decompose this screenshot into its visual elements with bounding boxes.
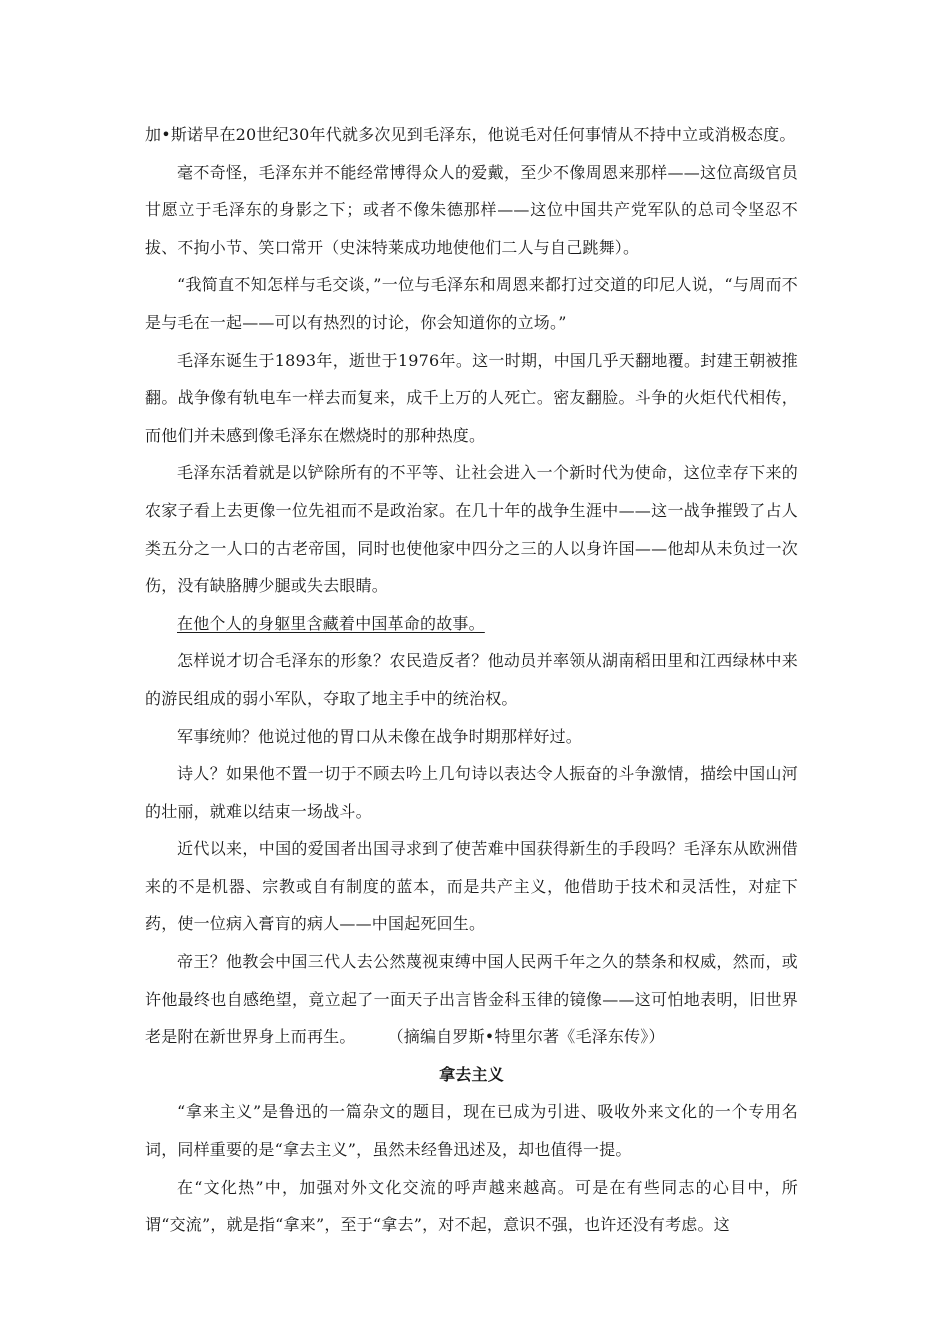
paragraph: 毛泽东诞生于1893年，逝世于1976年。这一时期，中国几乎天翻地覆。封建王朝被推翻。战争像有轨电车一样去而复来，成千上万的人死亡。密友翻脸。斗争的火炬代代相传，而他们并未感到像毛泽东在燃烧时的那种热度。 [145,350,798,445]
paragraph-text: 帝王？他教会中国三代人去公然蔑视束缚中国人民两千年之久的禁条和权威，然而，或许他最终也自感绝望，竟立起了一面天子出言皆金科玉律的镜像——这可怕地表明，旧世界老是附在新世界身上而再生。 [145,952,798,1047]
section-title: 拿去主义 [439,1064,504,1084]
document-body [145,116,798,1244]
underlined-sentence: 在他个人的身躯里含藏着中国革命的故事。 [177,613,485,633]
paragraph: 毫不奇怪，毛泽东并不能经常博得众人的爱戴，至少不像周恩来那样——这位高级官员甘愿立于毛泽东的身影之下；或者不像朱德那样——这位中国共产党军队的总司令坚忍不拔、不拘小节、笑口常开（史沫特莱成功地使他们二人与自己跳舞）。 [145,162,798,257]
paragraph: “拿来主义”是鲁迅的一篇杂文的题目，现在已成为引进、吸收外来文化的一个专用名词，同样重要的是“拿去主义”，虽然未经鲁迅述及，却也值得一提。 [145,1102,798,1160]
paragraph: 诗人？如果他不置一切于不顾去吟上几句诗以表达令人振奋的斗争激情，描绘中国山河的壮丽，就难以结束一场战斗。 [145,764,798,821]
source-citation: （摘编自罗斯•特里尔著《毛泽东传》） [395,1027,665,1047]
paragraph: 近代以来，中国的爱国者出国寻求到了使苦难中国获得新生的手段吗？毛泽东从欧洲借来的不是机器、宗教或自有制度的蓝本，而是共产主义，他借助于技术和灵活性，对症下药，使一位病入膏肓的病人——中国起死回生。 [145,839,798,934]
paragraph: 毛泽东活着就是以铲除所有的不平等、让社会进入一个新时代为使命，这位幸存下来的农家子看上去更像一位先祖而不是政治家。在几十年的战争生涯中——这一战争摧毁了占人类五分之一人口的古老帝国，同时也使他家中四分之三的人以身许国——他却从未负过一次伤，没有缺胳膊少腿或失去眼睛。 [145,463,798,596]
paragraph: “我简直不知怎样与毛交谈，”一位与毛泽东和周恩来都打过交道的印尼人说，“与周而不是与毛在一起——可以有热烈的讨论，你会知道你的立场。” [145,275,798,332]
paragraph: 加•斯诺早在20世纪30年代就多次见到毛泽东，他说毛对任何事情从不持中立或消极态度。 [145,125,796,144]
paragraph: 军事统帅？他说过他的胃口从未像在战争时期那样好过。 [177,726,583,746]
underlined-paragraph [145,605,798,643]
paragraph: 怎样说才切合毛泽东的形象？农民造反者？他动员并率领从湖南稻田里和江西绿林中来的游民组成的弱小军队，夺取了地主手中的统治权。 [145,651,798,708]
paragraph: 在“文化热”中，加强对外文化交流的呼声越来越高。可是在有些同志的心目中，所谓“交流”，就是指“拿来”，至于“拿去”，对不起，意识不强，也许还没有考虑。这 [145,1177,798,1235]
paragraph-with-source [145,943,798,1056]
